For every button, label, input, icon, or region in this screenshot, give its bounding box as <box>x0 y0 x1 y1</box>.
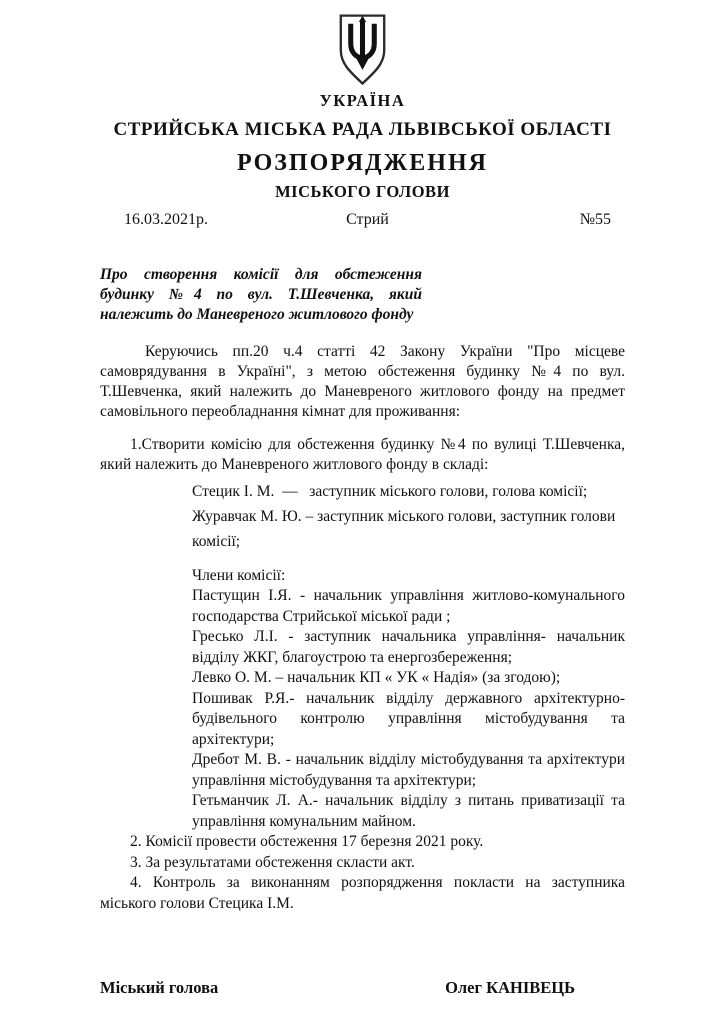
emblem-block <box>100 12 625 111</box>
document-number: №55 <box>579 211 611 228</box>
signer-title: Міський голова <box>100 978 219 997</box>
document-meta-row <box>100 211 625 229</box>
commission-member: Гетьманчик Л. А.- начальник відділу з питань приватизації та управління комунальним майном. <box>192 792 625 830</box>
commission-member: Пошивак Р.Я.- начальник відділу державного архітектурно-будівельного контролю управління містобудування та архітектури; <box>192 689 625 748</box>
commission-head: Стецик І. М. — заступник міського голови, голова комісії; <box>192 483 588 500</box>
members-heading: Члени комісії: <box>192 567 286 584</box>
document-type-title: РОЗПОРЯДЖЕННЯ <box>237 150 488 176</box>
signature-row <box>100 978 625 998</box>
document-subtype-title: МІСЬКОГО ГОЛОВИ <box>275 182 450 201</box>
order-item-3: 3. За результатами обстеження скласти акт. <box>130 853 415 871</box>
country-name: УКРАЇНА <box>319 91 406 110</box>
commission-member: Гресько Л.І. - заступник начальника управління- начальник відділу ЖКГ, благоустрою та енергозбереження; <box>192 628 625 666</box>
document-subject: Про створення комісії для обстеження будинку №4 по вул. Т.Шевченка, який належить до Маневреного житлового фонду <box>100 266 422 323</box>
document-date: 16.03.2021р. <box>124 211 208 228</box>
commission-member: Дребот М. В. - начальник відділу містобудування та архітектури управління містобудування та архітектури; <box>192 751 625 789</box>
order-item-1: 1.Створити комісію для обстеження будинку №4 по вулиці Т.Шевченка, який належить до Маневреного житлового фонду в складі: <box>100 436 625 473</box>
commission-member: Левко О. М. – начальник КП « УК « Надія» (за згодою); <box>192 669 561 686</box>
order-item-4: 4. Контроль за виконанням розпорядження покласти на заступника міського голови Стецика І.М. <box>100 874 625 912</box>
signer-name: Олег КАНІВЕЦЬ <box>445 978 575 997</box>
document-city: Стрий <box>346 211 389 228</box>
commission-member: Пастущин І.Я. - начальник управління житлово-комунального господарства Стрийської міської ради ; <box>192 587 625 625</box>
order-item-2: 2. Комісії провести обстеження 17 березня 2021 року. <box>130 833 484 850</box>
organization-name: СТРИЙСЬКА МІСЬКА РАДА ЛЬВІВСЬКОЇ ОБЛАСТІ <box>113 119 612 140</box>
commission-deputy-head: Журавчак М. Ю. – заступник міського голови, заступник голови комісії; <box>192 508 620 550</box>
intro-paragraph: Керуючись пп.20 ч.4 статті 42 Закону України "Про місцеве самоврядування в Україні", з метою обстеження будинку №4 по вул. Т.Шевченка, який належить до Маневреного житлового фонду на предмет самовільного переобладнання кімнат для проживання: <box>100 343 625 420</box>
tryzub-emblem-icon <box>334 12 391 88</box>
